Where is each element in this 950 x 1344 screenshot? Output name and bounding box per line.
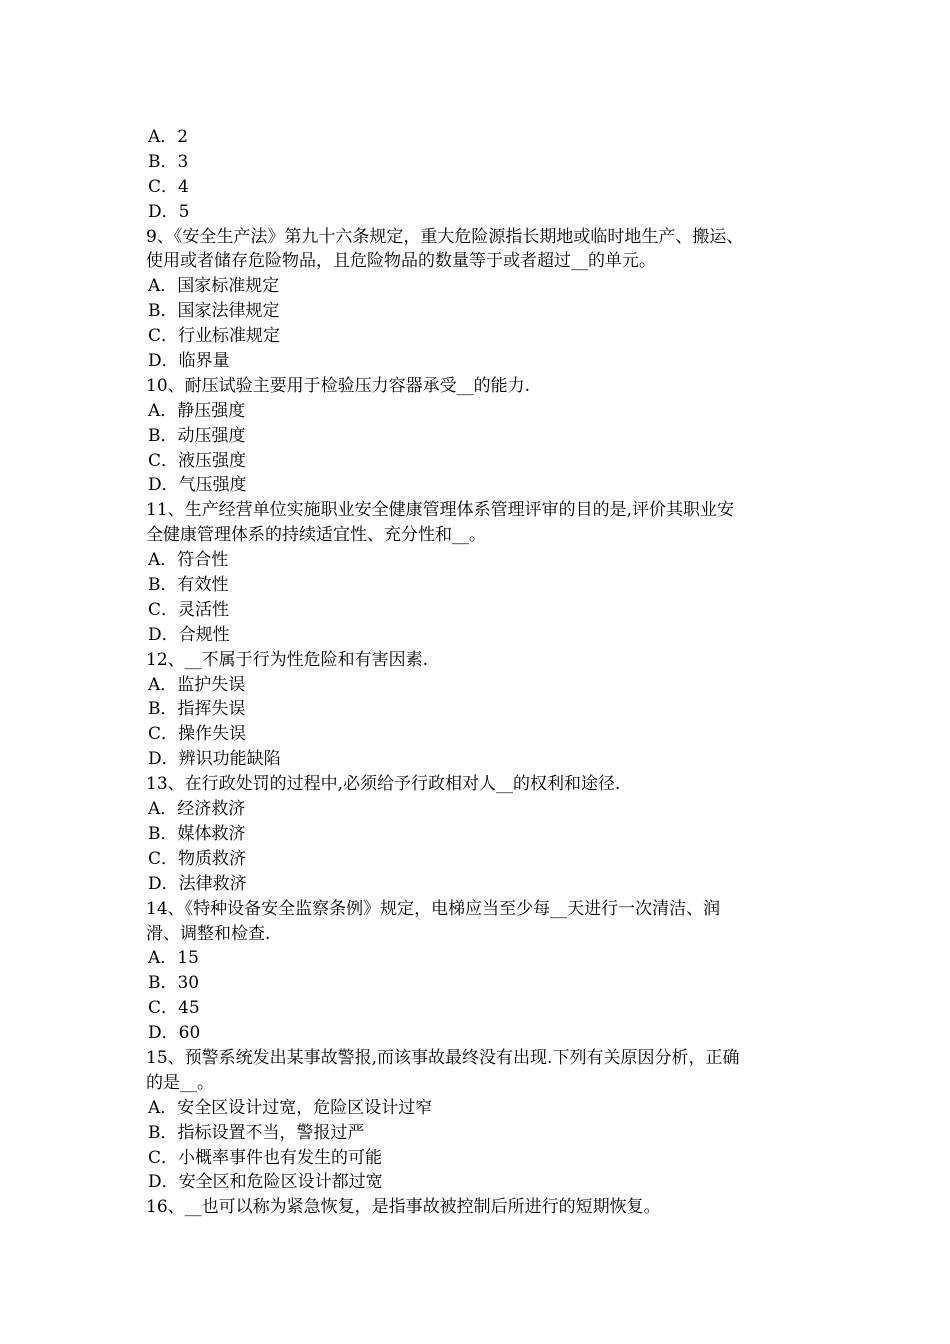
answer-option: A．2 (148, 127, 189, 147)
answer-option: A．15 (148, 948, 199, 969)
answer-option: D．60 (148, 1023, 201, 1044)
answer-option: C．45 (148, 998, 200, 1019)
answer-option: B．指挥失误 (148, 699, 246, 720)
question-text: 16、__也可以称为紧急恢复，是指事故被控制后所进行的短期恢复。 (146, 1197, 661, 1218)
answer-option: C．灵活性 (148, 599, 230, 620)
answer-option: A．静压强度 (148, 400, 246, 421)
question-text: 15、预警系统发出某事故警报,而该事故最终没有出现.下列有关原因分析，正确 (146, 1047, 740, 1068)
answer-option: D．气压强度 (148, 475, 247, 496)
answer-option: A．国家标准规定 (148, 276, 280, 297)
question-text: 13、在行政处罚的过程中,必须给予行政相对人__的权利和途径. (146, 774, 621, 795)
question-text: 14、《特种设备安全监察条例》规定，电梯应当至少每__天进行一次清洁、润 (146, 898, 721, 919)
answer-option: B．动压强度 (148, 425, 246, 446)
question-text: 12、__不属于行为性危险和有害因素. (146, 649, 429, 670)
answer-option: C．操作失误 (148, 724, 247, 745)
answer-option: C．物质救济 (148, 848, 247, 869)
answer-option: C．小概率事件也有发生的可能 (148, 1147, 383, 1168)
answer-option: B．国家法律规定 (148, 301, 280, 322)
answer-option: A．监护失误 (148, 674, 246, 695)
exam-questions (146, 125, 826, 1220)
answer-option: D．合规性 (148, 624, 230, 645)
answer-option: C．行业标准规定 (148, 326, 281, 347)
answer-option: C．4 (148, 176, 189, 197)
question-text: 11、生产经营单位实施职业安全健康管理体系管理评审的目的是,评价其职业安 (146, 500, 735, 521)
answer-option: D．辨识功能缺陷 (148, 749, 281, 770)
question-text: 全健康管理体系的持续适宜性、充分性和__。 (146, 525, 486, 546)
question-text: 使用或者储存危险物品，且危险物品的数量等于或者超过__的单元。 (146, 251, 656, 272)
answer-option: D．法律救济 (148, 873, 247, 894)
answer-option: B．3 (148, 151, 189, 172)
answer-option: D．临界量 (148, 351, 230, 372)
answer-option: D．安全区和危险区设计都过宽 (148, 1172, 383, 1193)
question-text: 滑、调整和检查. (146, 923, 271, 944)
question-text: 9、《安全生产法》第九十六条规定，重大危险源指长期地或临时地生产、搬运、 (146, 226, 744, 247)
answer-option: B．媒体救济 (148, 823, 246, 844)
answer-option: A．符合性 (148, 550, 229, 571)
answer-option: A．经济救济 (148, 799, 246, 820)
question-text: 10、耐压试验主要用于检验压力容器承受__的能力. (146, 375, 531, 396)
answer-option: A．安全区设计过宽，危险区设计过窄 (148, 1097, 433, 1118)
answer-option: D．5 (148, 201, 190, 222)
answer-option: B．指标设置不当，警报过严 (148, 1122, 365, 1143)
answer-option: B．有效性 (148, 575, 229, 596)
answer-option: C．液压强度 (148, 450, 247, 471)
question-text: 的是__。 (146, 1072, 214, 1093)
answer-option: B．30 (148, 973, 200, 994)
